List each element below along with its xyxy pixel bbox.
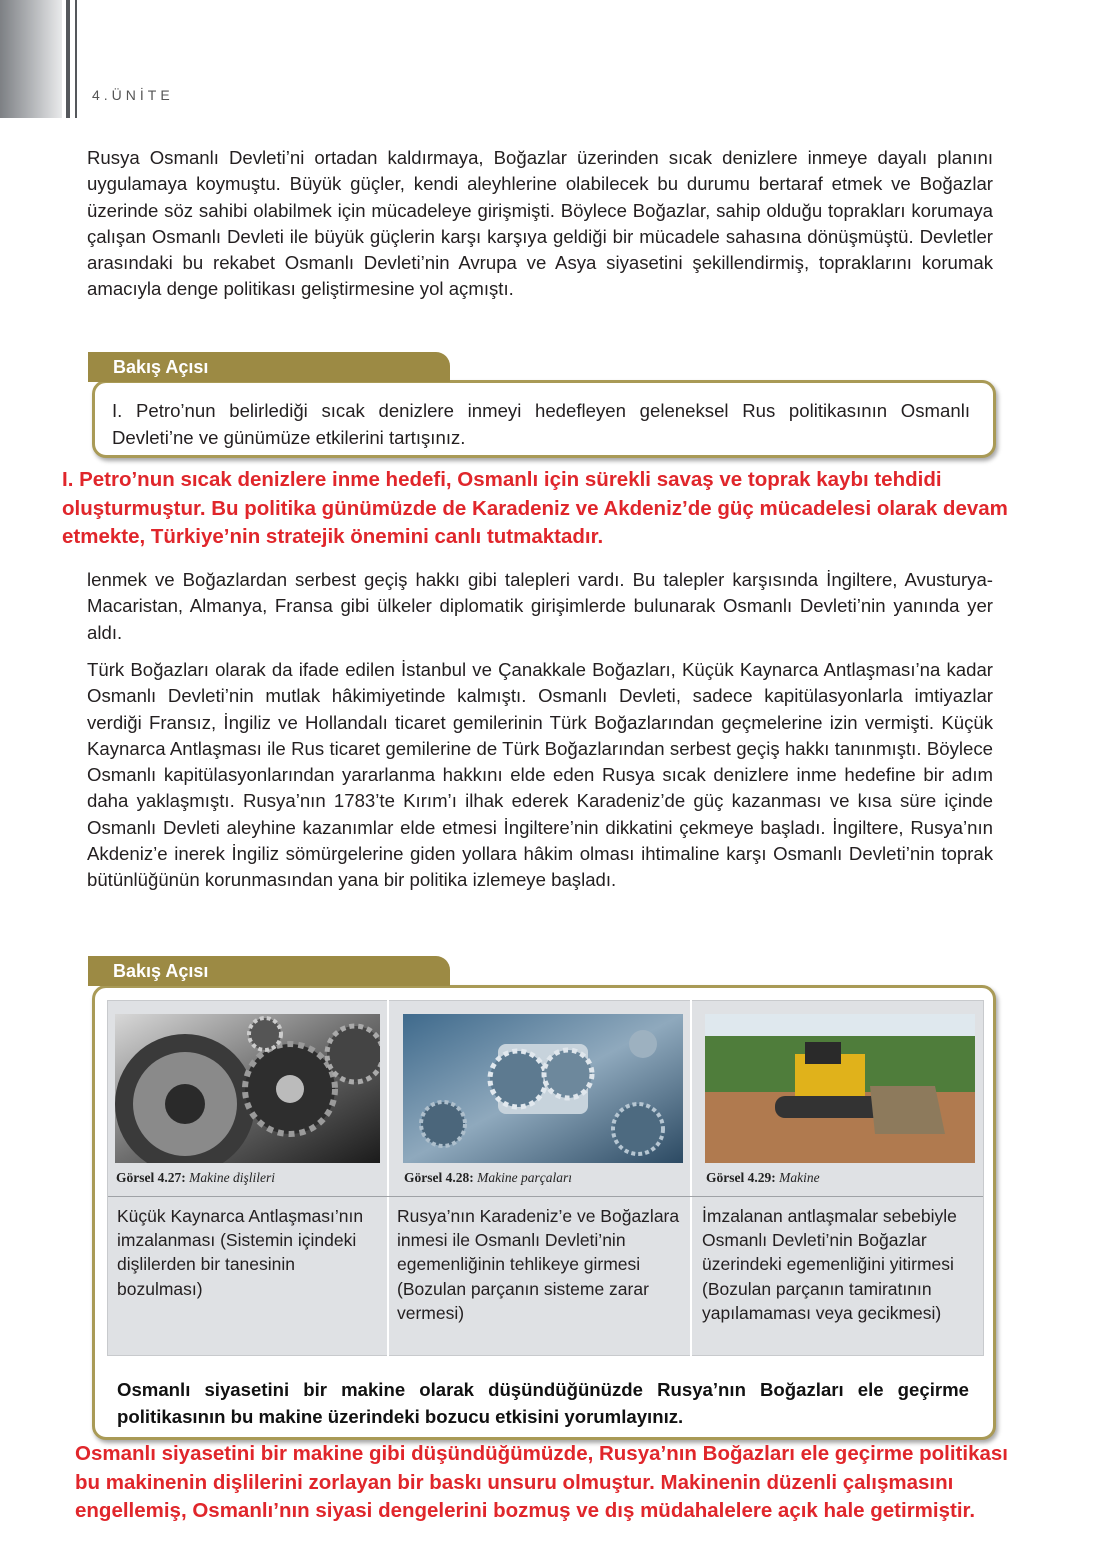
perspective-title-2: Bakış Açısı bbox=[88, 956, 450, 986]
straits-paragraph: Türk Boğazları olarak da ifade edilen İstanbul ve Çanakkale Boğazları, Küçük Kaynarca Antlaşması’na kadar Osmanlı Devleti’nin mutlak hâkimiyetinde kalmıştı. Osmanlı Devleti, sadece kapitülasyonlarla imtiyazlar verdiği Fransız, İngiliz ve Hollandalı ticaret gemilerinin Türk Boğazlarından geçmelerine izin vermişti. Küçük Kaynarca Antlaşması ile Rus ticaret gemilerine de Türk Boğazlarından serbest geçiş hakkı tanınmıştı. Böylece Osmanlı kapitülasyonlarından yararlanma hakkını elde eden Rusya sıcak denizlere inme hedefine bir adım daha yaklaşmıştı. Rusya’nın 1783’te Kırım’ı ilhak ederek Karadeniz’de güç kazanması ve kısa süre içinde Osmanlı Devleti aleyhine kazanımlar elde etmesi İngiltere’nin dikkatini çekmeye başladı. İngiltere, Rusya’nın Akdeniz’e inerek İngiliz sömürgelerine giden yollara hâkim olması ihtimaline karşı Osmanlı Devleti’nin toprak bütünlüğünün korunmasından yana bir politika izlemeye başladı. bbox=[87, 659, 993, 891]
image-caption-2: Görsel 4.28: Makine parçaları bbox=[404, 1170, 572, 1185]
table-cell-text-3: İmzalanan antlaşmalar sebebiyle Osmanlı Devleti’nin Boğazlar üzerindeki egemenliğini yitirmesi (Bozulan parçanın tamiratının yapılamaması veya gecikmesi) bbox=[702, 1206, 957, 1323]
machine-gears-image bbox=[115, 1014, 380, 1163]
edge-decoration bbox=[0, 0, 62, 118]
handwritten-answer-2: Osmanlı siyasetini bir makine gibi düşündüğümüzde, Rusya’nın Boğazları ele geçirme politikası bu makinenin dişlilerini zorlayan bir baskı unsuru olmuştur. Makinenin düzenli çalışmasını engellemiş, Osmanlı’nın siyasi dengelerini bozmuş ve dış müdahalelere açık hale getirmiştir. bbox=[75, 1442, 1008, 1522]
intro-paragraph: Rusya Osmanlı Devleti’ni ortadan kaldırmaya, Boğazlar üzerinden sıcak denizlere inmeye dayalı planını uygulamaya koymuştu. Büyük güçler, kendi aleyhlerine olabilecek bu durumu bertaraf etmek ve Boğazlar üzerinde söz sahibi olabilmek için mücadeleye girişmişti. Böylece Boğazlar, sahip olduğu toprakları korumaya çalışan Osmanlı Devleti ile büyük güçlerin karşı karşıya geldiği bir mücadele sahasına dönüşmüştü. Devletler arasındaki bu rekabet Osmanlı Devleti’nin Avrupa ve Asya siyasetini şekillendirmiş, topraklarını korumak amacıyla denge politikası geliştirmesine yol açmıştı. bbox=[87, 147, 993, 300]
handwritten-answer-1: I. Petro’nun sıcak denizlere inme hedefi, Osmanlı için sürekli savaş ve toprak kaybı tehdidi oluşturmuştur. Bu politika günümüzde de Karadeniz ve Akdeniz’de güç mücadelesi olarak devam etmekte, Türkiye’nin stratejik önemini canlı tutmaktadır. bbox=[62, 468, 1008, 548]
continued-paragraph: lenmek ve Boğazlardan serbest geçiş hakkı gibi talepleri vardı. Bu talepler karşısında İngiltere, Avusturya-Macaristan, Almanya, Fransa gibi ülkeler diplomatik girişimlerde bulunarak Osmanlı Devleti’nin yanında yer aldı. bbox=[87, 569, 993, 643]
column-divider bbox=[387, 1000, 389, 1356]
margin-line-thin bbox=[75, 0, 77, 118]
machine-parts-image bbox=[403, 1014, 683, 1163]
image-caption-3: Görsel 4.29: Makine bbox=[706, 1170, 820, 1185]
perspective-question-2: Osmanlı siyasetini bir makine olarak düşündüğünüzde Rusya’nın Boğazları ele geçirme politikasının bu makine üzerindeki bozucu etkisini yorumlayınız. bbox=[117, 1379, 969, 1427]
image-caption-1: Görsel 4.27: Makine dişlileri bbox=[116, 1170, 275, 1185]
bulldozer-image bbox=[705, 1014, 975, 1163]
table-cell-text-1: Küçük Kaynarca Antlaşması’nın imzalanması (Sistemin içindeki dişlilerden bir tanesinin bozulması) bbox=[117, 1206, 364, 1299]
margin-line bbox=[66, 0, 70, 118]
row-divider bbox=[108, 1196, 983, 1197]
column-divider bbox=[690, 1000, 692, 1356]
unit-label: 4.ÜNİTE bbox=[92, 87, 174, 103]
perspective-title-1: Bakış Açısı bbox=[88, 352, 450, 382]
table-cell-text-2: Rusya’nın Karadeniz’e ve Boğazlara inmesi ile Osmanlı Devleti’nin egemenliğinin tehlikeye girmesi (Bozulan parçanın sisteme zarar vermesi) bbox=[397, 1206, 680, 1323]
perspective-question-1: I. Petro’nun belirlediği sıcak denizlere inmeyi hedefleyen geleneksel Rus politikasının Osmanlı Devleti’ne ve günümüze etkilerini tartışınız. bbox=[112, 400, 970, 448]
